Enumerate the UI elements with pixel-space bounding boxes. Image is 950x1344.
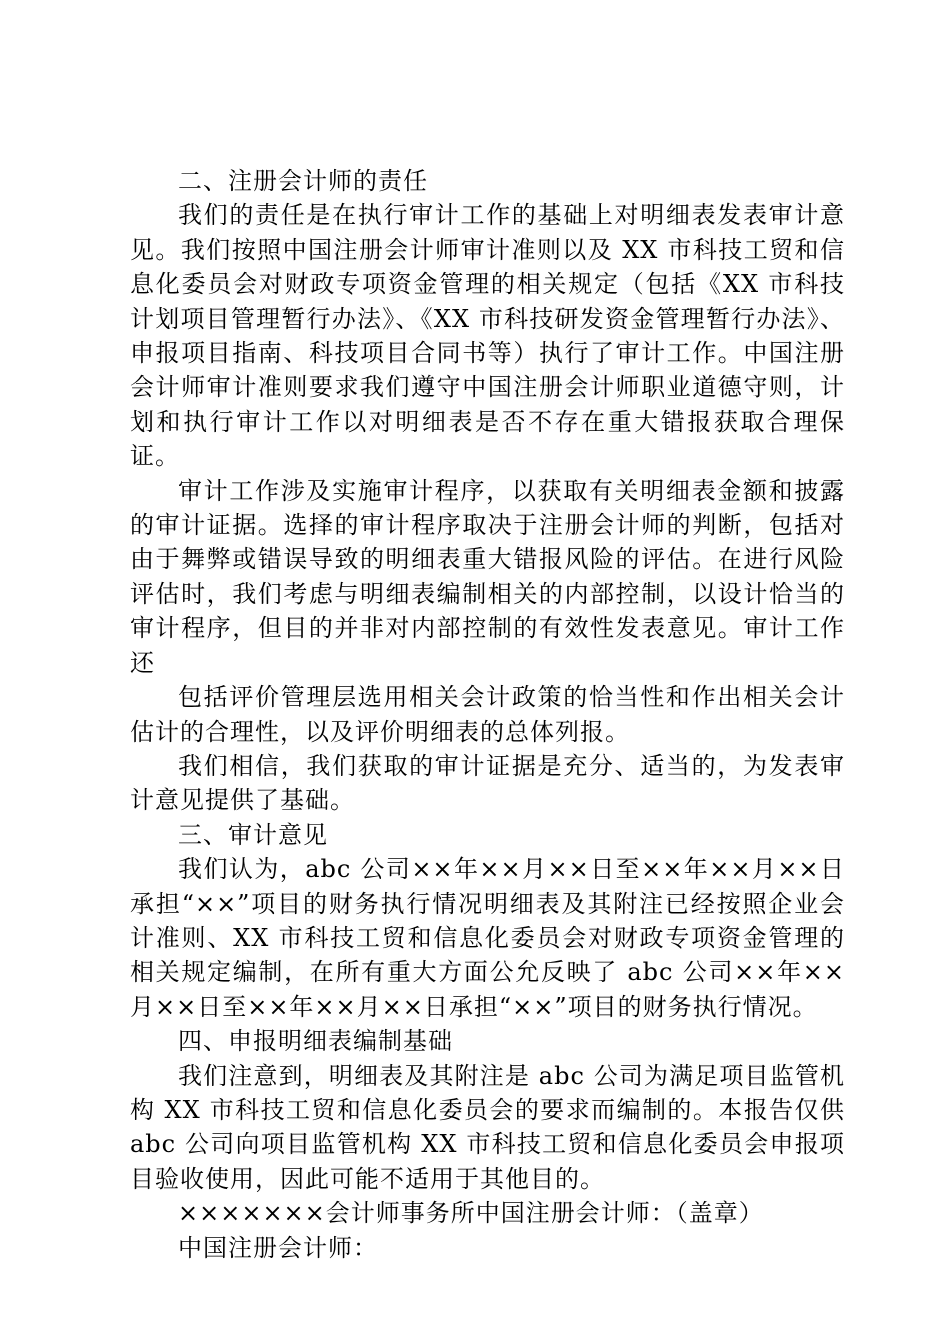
document-body <box>130 164 845 1265</box>
signature-firm-line: ×××××××会计师事务所中国注册会计师：（盖章） <box>178 1199 764 1228</box>
paragraph-evidence: 我们相信，我们获取的审计证据是充分、适当的，为发表审计意见提供了基础。 <box>130 751 845 815</box>
paragraph-evaluation: 包括评价管理层选用相关会计政策的恰当性和作出相关会计估计的合理性，以及评价明细表的总体列报。 <box>130 683 845 746</box>
paragraph-responsibility: 我们的责任是在执行审计工作的基础上对明细表发表审计意见。我们按照中国注册会计师审计准则以及 XX 市科技工贸和信息化委员会对财政专项资金管理的相关规定（包括《XX 市科技计划项目管理暂行办法》、《XX 市科技研发资金管理暂行办法》、申报项目指南、科技项目合同书等）执行了审计工作。中国注册会计师审计准则要求我们遵守中国注册会计师职业道德守则，计划和执行审计工作以对明细表是否不存在重大错报获取合理保证。 <box>130 201 845 471</box>
paragraph-basis: 我们注意到，明细表及其附注是 abc 公司为满足项目监管机构 XX 市科技工贸和信息化委员会的要求而编制的。本报告仅供 abc 公司向项目监管机构 XX 市科技工贸和信息化委员会申报项目验收使用，因此可能不适用于其他目的。 <box>130 1061 845 1193</box>
signature-cpa-line: 中国注册会计师： <box>178 1233 378 1262</box>
section-heading-responsibility: 二、注册会计师的责任 <box>178 167 428 195</box>
section-heading-opinion: 三、审计意见 <box>178 820 328 849</box>
paragraph-opinion: 我们认为，abc 公司××年××月××日至××年××月××日承担“××”项目的财务执行情况明细表及其附注已经按照企业会计准则、XX 市科技工贸和信息化委员会对财政专项资金管理的相关规定编制，在所有重大方面公允反映了 abc 公司××年××月××日至××年××月××日承担“××”项目的财务执行情况。 <box>130 855 845 1021</box>
paragraph-audit-procedures: 审计工作涉及实施审计程序，以获取有关明细表金额和披露的审计证据。选择的审计程序取决于注册会计师的判断，包括对由于舞弊或错误导致的明细表重大错报风险的评估。在进行风险评估时，我们考虑与明细表编制相关的内部控制，以设计恰当的审计程序，但目的并非对内部控制的有效性发表意见。审计工作还 <box>130 476 845 677</box>
section-heading-basis: 四、申报明细表编制基础 <box>178 1027 453 1056</box>
